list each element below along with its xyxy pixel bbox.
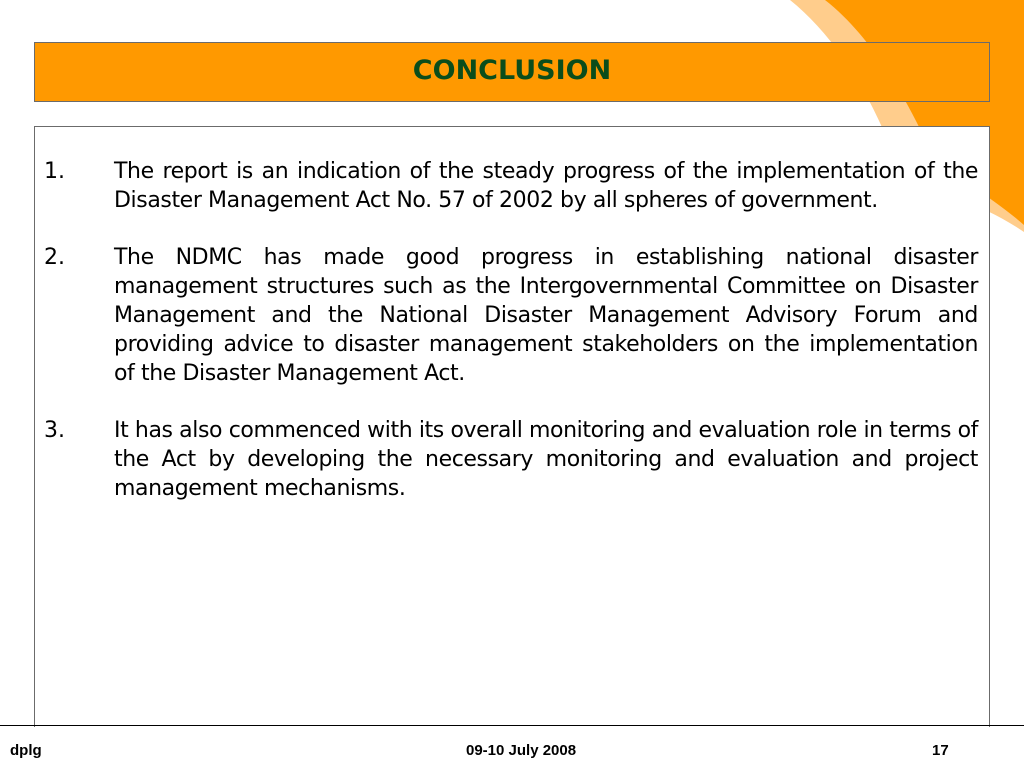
list-item-number: 3. xyxy=(44,418,65,443)
list-item-text: It has also commenced with its overall monitoring and evaluation role in terms of the Act by developing the necessary monitoring and evaluation and project management mechanisms. xyxy=(114,418,979,501)
footer-date: 09-10 July 2008 xyxy=(466,742,577,759)
footer-organization: dplg xyxy=(10,742,42,759)
list-item-text: The NDMC has made good progress in establishing national disaster management structures such as the Intergovernmental Committee on Disaster Management and the National Disaster Management Advisory Forum and providing advice to disaster management stakeholders on the implementation of the Disaster Management Act. xyxy=(114,245,978,386)
list-item xyxy=(35,416,989,503)
footer-page-number: 17 xyxy=(932,742,949,759)
footer-divider xyxy=(0,725,1024,726)
list-item-number: 1. xyxy=(44,159,65,184)
slide-title: CONCLUSION xyxy=(412,54,612,86)
list-item xyxy=(35,157,989,215)
list-item-number: 2. xyxy=(44,245,65,270)
content-panel xyxy=(34,126,990,727)
list-item xyxy=(35,243,989,388)
list-item-text: The report is an indication of the steady progress of the implementation of the Disaster Management Act No. 57 of 2002 by all spheres of government. xyxy=(114,159,978,213)
conclusion-list xyxy=(35,157,989,531)
title-banner xyxy=(34,42,990,102)
